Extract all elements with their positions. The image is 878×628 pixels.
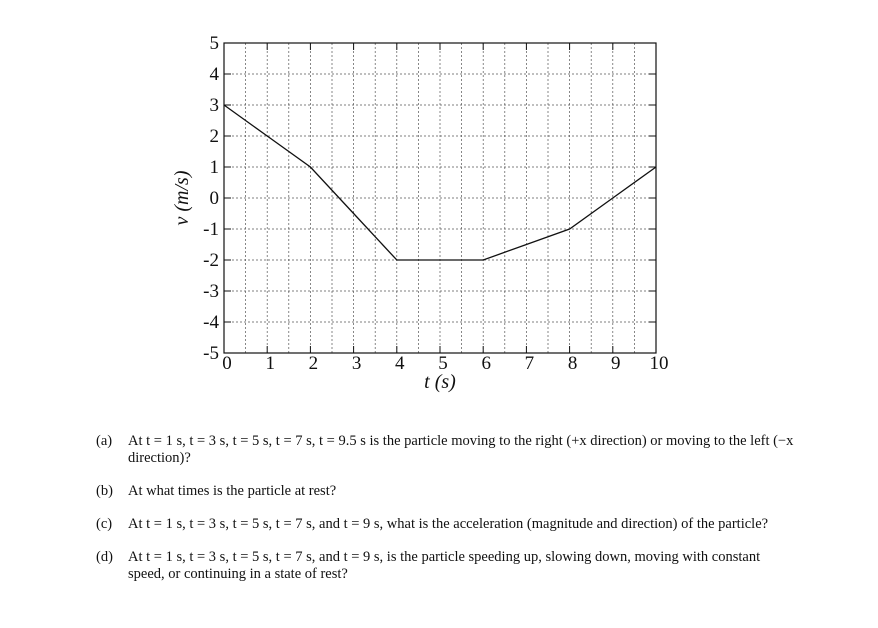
x-axis-label: t (s): [424, 371, 456, 393]
question-a: [96, 433, 796, 467]
x-tick-label: 5: [438, 353, 448, 374]
question-text: At t = 1 s, t = 3 s, t = 5 s, t = 7 s, t = 9.5 s is the particle moving to the right (+x direction) or moving to the left (−x direction)?: [128, 433, 794, 466]
question-list: [96, 433, 796, 599]
y-tick-label: 4: [209, 64, 219, 85]
x-tick-label: 4: [395, 353, 405, 374]
question-text: At t = 1 s, t = 3 s, t = 5 s, t = 7 s, and t = 9 s, is the particle speeding up, slowing down, moving with constant speed, or continuing in a state of rest?: [128, 549, 761, 582]
y-axis-label: v (m/s): [171, 170, 193, 226]
x-tick-label: 8: [567, 353, 578, 374]
x-tick-label: 0: [222, 353, 232, 374]
chart-grid: [224, 43, 656, 353]
x-tick-label: 7: [524, 353, 535, 374]
x-tick-label: 9: [611, 353, 621, 374]
y-tick-label: 1: [209, 157, 219, 178]
y-tick-label: -3: [203, 281, 219, 302]
x-tick-label: 1: [265, 353, 275, 374]
y-tick-label: -2: [203, 250, 219, 271]
y-tick-label: 3: [209, 95, 219, 116]
question-d: [96, 549, 796, 583]
y-tick-label: 0: [209, 188, 219, 209]
y-tick-label: -5: [203, 343, 219, 364]
y-tick-labels: [203, 33, 219, 364]
y-tick-label: -1: [203, 219, 219, 240]
x-tick-label: 6: [481, 353, 491, 374]
question-label: (a): [96, 433, 113, 449]
question-text: At t = 1 s, t = 3 s, t = 5 s, t = 7 s, and t = 9 s, what is the acceleration (magnitude and direction) of the particle?: [128, 516, 769, 532]
y-tick-label: 2: [209, 126, 219, 147]
x-tick-label: 10: [649, 353, 669, 374]
question-label: (d): [96, 549, 113, 565]
question-c: [96, 516, 796, 533]
y-tick-label: -4: [203, 312, 219, 333]
question-text: At what times is the particle at rest?: [128, 483, 337, 499]
question-b: [96, 483, 796, 500]
question-label: (b): [96, 483, 113, 499]
x-tick-label: 3: [351, 353, 362, 374]
y-tick-label: 5: [209, 33, 219, 54]
question-label: (c): [96, 516, 113, 532]
x-tick-label: 2: [308, 353, 319, 374]
